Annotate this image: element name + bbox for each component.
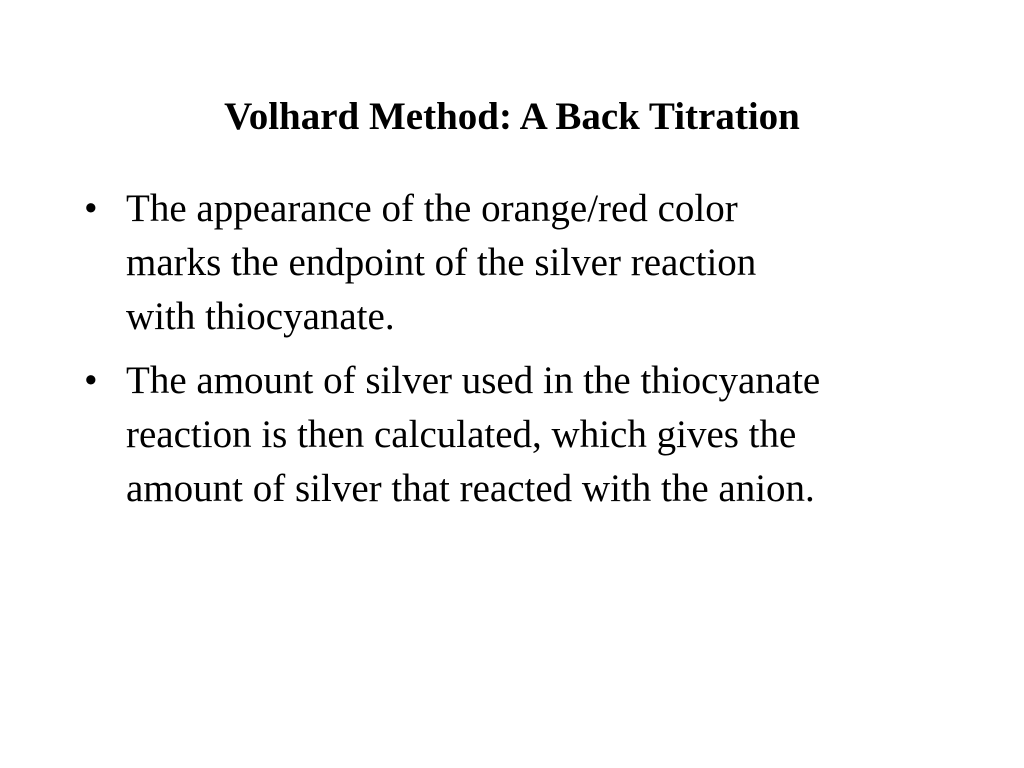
bullet-line: marks the endpoint of the silver reaction [126, 241, 757, 284]
bullet-line: amount of silver that reacted with the anion. [126, 467, 815, 510]
bullet-list [84, 182, 984, 526]
bullet-line: with thiocyanate. [126, 295, 395, 338]
bullet-item [84, 354, 984, 516]
slide-title: Volhard Method: A Back Titration [224, 95, 800, 138]
bullet-line: reaction is then calculated, which gives the [126, 413, 797, 456]
bullet-marker-icon: • [84, 359, 98, 402]
bullet-marker-icon: • [84, 187, 98, 230]
bullet-line: The amount of silver used in the thiocyanate [126, 359, 821, 402]
bullet-line: The appearance of the orange/red color [126, 187, 738, 230]
bullet-item [84, 182, 984, 344]
